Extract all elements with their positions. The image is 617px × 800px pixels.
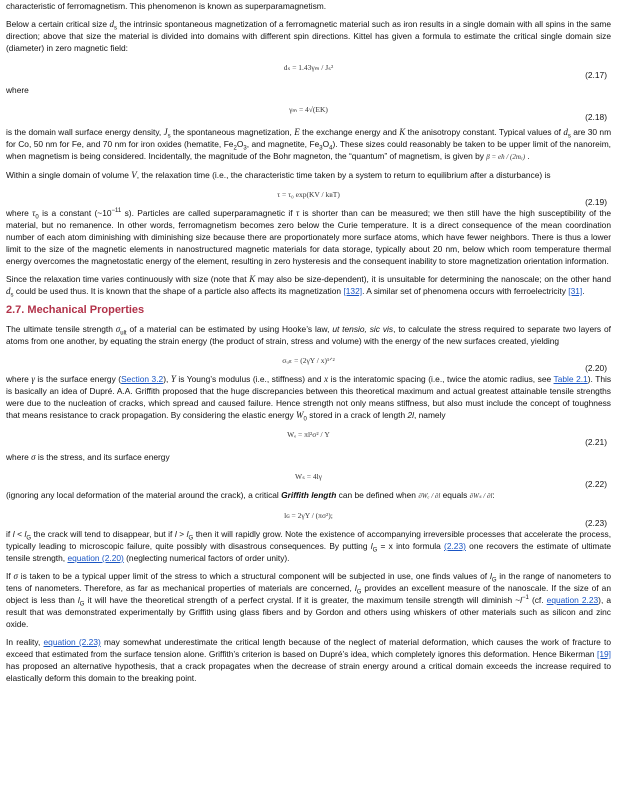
equation-formula: Wₑ = πl²σ² / Y	[287, 430, 330, 439]
paragraph-relaxation: Within a single domain of volume V, the relaxation time (i.e., the characteristic time taken by a system to return to equilibrium after a disturbance) is	[6, 170, 551, 180]
equation-number: (2.18)	[585, 112, 607, 122]
equation-2-19	[6, 187, 611, 205]
paragraph-nanoscale-measure: If σ is taken to be a typical upper limit of the stress to which a structural component will be subjected in use, one finds values of $l_G$ in the range of nanometers to tens of nanometers. Therefore, as far as mechanical properties of materials are concerned, $l_G$ provides an excellent measure of the nanoscale. If the size of an object is less than $l_G$ it will have the theoretical strength of a perfect crystal. If it is greater, the maximum tensile strength will diminish $\sim l^{-1}$ (cf. equation 2.23), a result that was demonstrated experimentally by Griffith using glass fibers and by Gordon and others using whiskers of other materials such as silicon and zinc oxide.	[6, 571, 612, 629]
paragraph-critical-size: Below a certain critical size $d_s$ the intrinsic spontaneous magnetization of a ferromagnetic material such as iron results in a single domain with all spins in the same direction; above that size the material is divided into domains with different spin directions. Kittel has given a formula to estimate the critical single domain size (diameter) in zero magnetic field:	[6, 19, 612, 53]
section-heading: 2.7. Mechanical Properties	[6, 304, 145, 316]
citation-link-31[interactable]: [31]	[568, 286, 583, 296]
equation-number: (2.20)	[585, 363, 607, 373]
equation-2-18	[6, 102, 611, 124]
equation-2-23	[6, 508, 611, 526]
inline-formula: ∂Wₛ / ∂l	[469, 492, 493, 500]
equation-number: (2.23)	[585, 518, 607, 528]
equation-formula: lɢ = 2γY / (πσ²);	[284, 511, 333, 520]
equation-number: (2.17)	[585, 70, 607, 80]
section-link-3-2[interactable]: Section 3.2	[121, 374, 164, 384]
equation-link-2-20[interactable]: equation (2.20)	[67, 553, 124, 563]
paragraph-domain-wall: is the domain wall surface energy density, $J_s$ the spontaneous magnetization, E the exchange energy and K the anisotropy constant. Typical values of $d_s$ are 30 nm for Co, 50 nm for Fe, and 70 nm for iron oxides (hematite, $Fe_2O_3$, and magnetite, $Fe_3O_4$). These sizes could reasonably be taken to be upper limit of the nanoreim, when magnetism is being considered. Incidentally, the magnitude of the Bohr magneton, the “quantum” of magnetism, is given by β = eħ / (2mₑ) .	[6, 127, 612, 161]
paragraph-size-dependence: Since the relaxation time varies continuously with size (note that K may also be size-dependent), it is unsuitable for determining the nanoscale; on the other hand $d_s$ could be used thus. It is known that the shape of a particle also affects its magnetization [132]. A similar set of phenomena occurs with ferroelectricity [31].	[6, 274, 612, 299]
inline-formula: ∂Wₑ / ∂l	[418, 492, 441, 500]
equation-link-2-23[interactable]: (2.23)	[444, 541, 466, 551]
equation-formula: γₘ = 4√(EK)	[289, 105, 328, 114]
equation-formula: σᵤₗₜ = (2γY / x)¹ᐟ²	[282, 356, 335, 365]
equation-2-22	[6, 469, 611, 487]
equation-number: (2.22)	[585, 479, 607, 489]
paragraph-stress: where σ is the stress, and its surface energy	[6, 452, 170, 462]
paragraph-griffith: where γ is the surface energy (Section 3.2), Y is Young’s modulus (i.e., stiffness) and x is the interatomic spacing (i.e., twice the atomic radius, see Table 2.1). This is basically an idea of Dupré. A.A. Griffith proposed that the huge discrepancies between this theoretical maximum and actual greatest attainable tensile strengths were due to the nucleation of cracks, which spread and caused failure. Hence strength not only means stiffness, but also must include the concept of toughness that means resistance to crack propagation. By considering the elastic energy $W_0$ stored in a crack of length 2l, namely	[6, 374, 612, 423]
paragraph-superparamagnetic: where $\tau_0$ is a constant ($\sim 10^{-11}$ s). Particles are called superparamagnetic if τ is shorter than can be measured; we then still have the high susceptibility of the material, but no remanence. In other words, ferromagnetism becomes zero below the Curie temperature. It is a direct consequence of the mean coordination number of each atom diminishing with diminishing size because there are proportionately more surface atoms, which have fewer neighbors. There is thus a lower limit to the size of the magnetic elements in nanostructured magnetic materials for data storage, typically about 20 nm, below which room temperature thermal energy overcomes the magnetostatic energy of the element, resulting in zero hysteresis and the consequent inability to store magnetization orientation information.	[6, 208, 612, 266]
paragraph-intro: characteristic of ferromagnetism. This phenomenon is known as superparamagnetism.	[6, 1, 327, 11]
citation-link-132[interactable]: [132]	[343, 286, 363, 296]
equation-formula: Wₛ = 4lγ	[294, 472, 322, 481]
equation-2-21	[6, 427, 611, 449]
equation-number: (2.19)	[585, 197, 607, 207]
equation-2-17	[6, 60, 611, 82]
citation-link-19[interactable]: [19]	[597, 649, 612, 659]
bohr-magneton-formula: β = eħ / (2mₑ)	[486, 153, 526, 161]
equation-number: (2.21)	[585, 437, 607, 447]
equation-formula: dₛ = 1.43γₘ / Jₛ²	[283, 63, 334, 72]
table-link-2-1[interactable]: Table 2.1	[553, 374, 588, 384]
paragraph-griffith-length: (ignoring any local deformation of the material around the crack), a critical Griffith length can be defined when ∂Wₑ / ∂l equals ∂Wₛ / ∂l:	[6, 490, 495, 500]
paragraph-reality: In reality, equation (2.23) may somewhat underestimate the critical length because of the neglect of material deformation, which causes the work of fracture to exceed that estimated from the surface tension alone. Griffith’s criterion is based on Dupré’s idea, which completely ignores this deformation. Hence Bikerman [19] has proposed an alternative hypothesis, that a crack propagates when the decrease of strain energy around a critical domain exceeds the increase required to elastically deform this domain to the breaking point.	[6, 637, 612, 683]
paragraph-crack-growth: if $l < l_G$ the crack will tend to disappear, but if $l > l_G$ then it will rapidly grow. Note the existence of accompanying irreversible processes that accelerate the process, typically leading to microscopic failure, quite possibly with disastrous consequences. By putting $l_G = x$ into formula (2.23) one recovers the estimate of ultimate tensile strength, equation (2.20) (neglecting numerical factors of order unity).	[6, 529, 612, 563]
equation-formula: τ = τ₀ exp(KV / kʙT)	[277, 190, 340, 199]
equation-link-2-23[interactable]: equation 2.23	[546, 595, 599, 605]
equation-2-20	[6, 353, 611, 371]
equation-link-2-23[interactable]: equation (2.23)	[43, 637, 101, 647]
paragraph-where: where	[6, 85, 29, 95]
paragraph-tensile-strength: The ultimate tensile strength $\sigma_{ult}$ of a material can be estimated by using Hooke’s law, ut tensio, sic vis, to calculate the stress required to separate two layers of atoms from one another, by equating the strain energy (the product of strain, stress and volume) with the energy of the new surfaces created, yielding	[6, 324, 611, 346]
